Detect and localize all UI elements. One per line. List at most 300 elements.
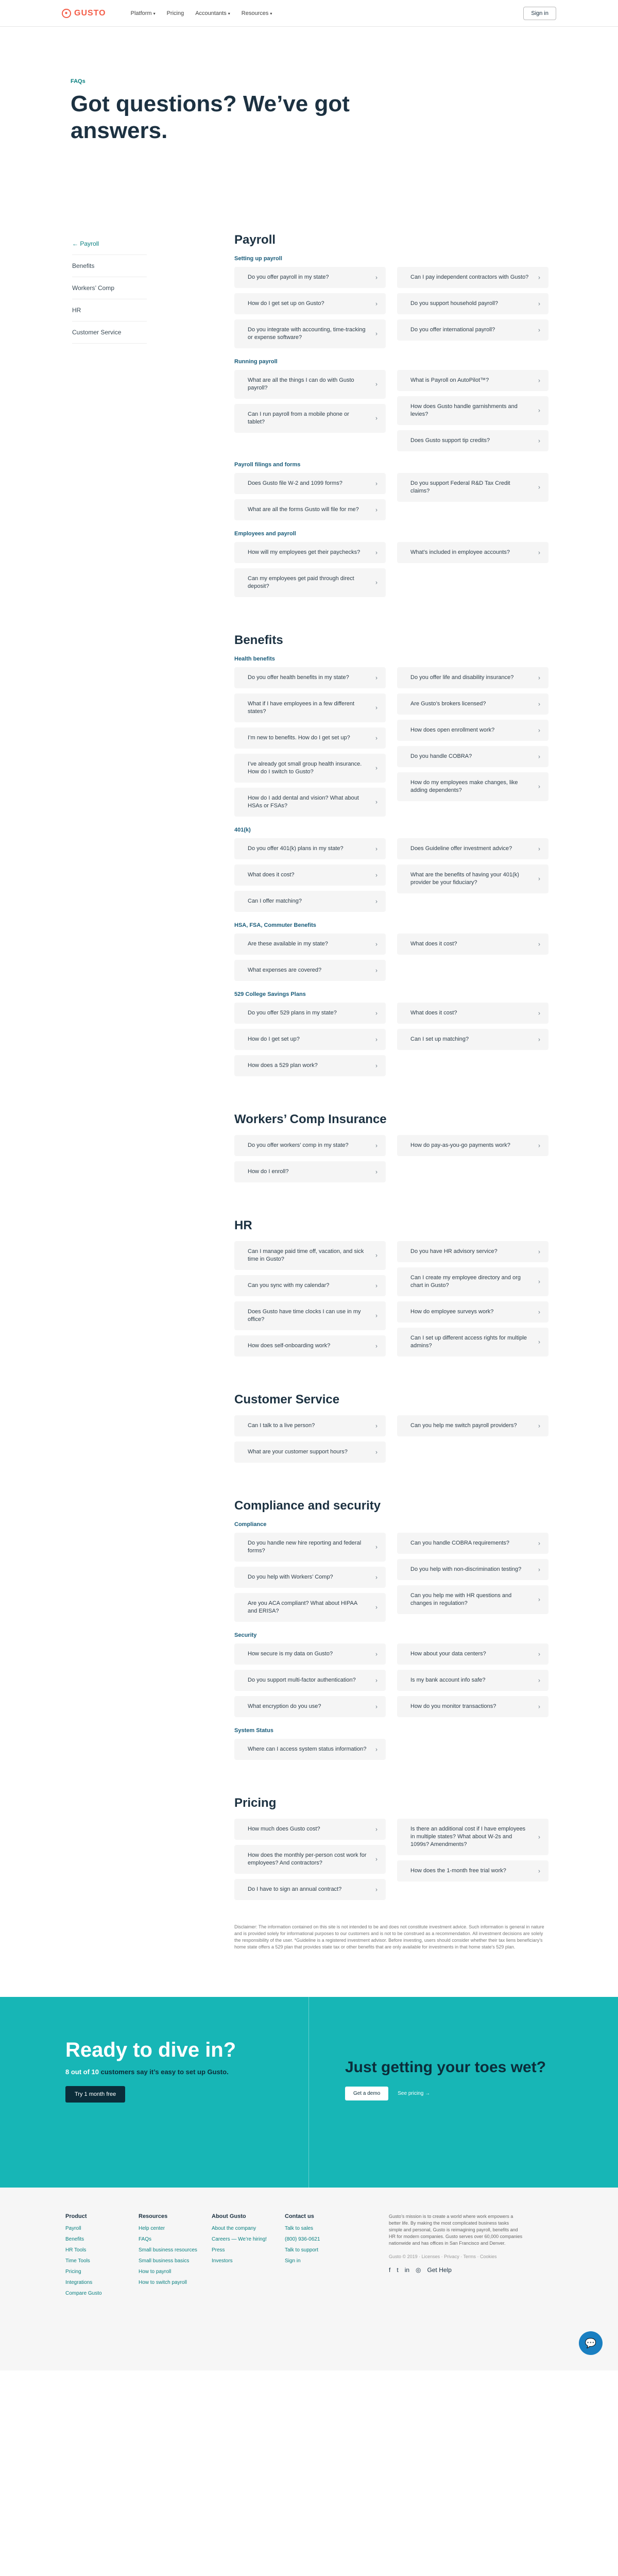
question-text: What does it cost? [410, 1010, 457, 1016]
question-grid [234, 1643, 548, 1717]
cta-left [0, 1997, 309, 2188]
cta-title: Ready to dive in? [65, 2039, 236, 2061]
question-column-left [234, 370, 386, 451]
question-text: Can I talk to a live person? [248, 1422, 315, 1429]
question-text: Does Gusto file W-2 and 1099 forms? [248, 480, 342, 486]
faq-question[interactable] [234, 1055, 386, 1076]
group-title: Running payroll [234, 359, 278, 365]
chevron-right-icon: › [538, 783, 540, 790]
faq-question[interactable] [234, 1567, 386, 1588]
question-text: Do you integrate with accounting, time-tracking or expense software? [248, 327, 366, 341]
faq-question[interactable] [397, 1559, 548, 1580]
faq-question[interactable] [397, 430, 548, 451]
faq-question[interactable] [234, 727, 386, 749]
question-text: Do you offer 401(k) plans in my state? [248, 845, 344, 852]
footer-link[interactable]: Investors [212, 2258, 233, 2264]
question-text: I’m new to benefits. How do I get set up? [248, 735, 350, 741]
footer-link[interactable]: Sign in [285, 2258, 301, 2264]
question-column-left [234, 934, 386, 981]
faq-question[interactable] [397, 667, 548, 688]
question-text: What are the benefits of having your 401(k) provider be your fiduciary? [410, 872, 519, 886]
chevron-right-icon: › [538, 326, 540, 333]
chevron-right-icon: › [538, 1009, 540, 1016]
faq-question[interactable] [234, 1819, 386, 1840]
chevron-right-icon: › [375, 1422, 377, 1429]
faq-question[interactable] [397, 838, 548, 859]
chevron-right-icon: › [375, 1603, 377, 1611]
chevron-right-icon: › [375, 1886, 377, 1893]
group-title: Compliance [234, 1521, 267, 1528]
chevron-right-icon: › [538, 274, 540, 281]
faq-question[interactable] [234, 568, 386, 597]
faq-question[interactable] [234, 293, 386, 314]
faq-question[interactable] [397, 1301, 548, 1323]
footer-link[interactable]: (800) 936-0621 [285, 2236, 320, 2242]
question-text: Does Gusto support tip credits? [410, 437, 490, 444]
chevron-right-icon: › [375, 1062, 377, 1069]
footer-col-resources [139, 2213, 212, 2370]
question-column-left [234, 1135, 386, 1182]
chevron-right-icon: › [375, 1448, 377, 1455]
chevron-right-icon: › [375, 330, 377, 337]
page-title: Got questions? We’ve got answers. [71, 91, 350, 143]
question-text: Do you have HR advisory service? [410, 1248, 497, 1255]
question-text: Can my employees get paid through direct deposit? [248, 575, 354, 589]
faq-question[interactable] [397, 1533, 548, 1554]
twitter-icon[interactable]: t [397, 2266, 399, 2274]
group-title: System Status [234, 1727, 273, 1734]
question-text: What are your customer support hours? [248, 1449, 348, 1455]
chevron-right-icon: › [375, 1676, 377, 1684]
footer-link[interactable]: FAQs [139, 2236, 152, 2242]
question-text: Can you sync with my calendar? [248, 1282, 330, 1289]
faq-question[interactable] [234, 1135, 386, 1156]
footer-mission: Gusto’s mission is to create a world where work empowers a better life. By making the most complicated business tasks simple and personal, Gusto is reimagining payroll, benefits and HR for modern companies. Gusto serves over 60,000 companies nationwide and has offices in San Francisco and Denver. [389, 2214, 523, 2246]
question-column-right [397, 1533, 548, 1622]
question-text: How do I enroll? [248, 1168, 289, 1175]
faq-question[interactable] [397, 396, 548, 425]
faq-question[interactable] [397, 370, 548, 391]
faq-question[interactable] [397, 319, 548, 341]
chevron-right-icon: › [375, 967, 377, 974]
group-title: HSA, FSA, Commuter Benefits [234, 922, 316, 928]
question-text: What is Payroll on AutoPilot™? [410, 377, 489, 383]
chevron-right-icon: › [538, 1596, 540, 1603]
question-text: Can I offer matching? [248, 898, 302, 904]
try-free-button[interactable]: Try 1 month free [65, 2086, 125, 2103]
chevron-down-icon: ▾ [270, 11, 272, 16]
question-text: Do you help with non-discrimination testing? [410, 1566, 522, 1572]
cta-right-title: Just getting your toes wet? [345, 2059, 546, 2076]
question-text: How does open enrollment work? [410, 727, 495, 733]
faq-question[interactable] [234, 267, 386, 288]
chevron-right-icon: › [538, 1422, 540, 1429]
section-title: Benefits [234, 633, 283, 647]
question-column-right [397, 1135, 548, 1182]
faq-question[interactable] [234, 1275, 386, 1296]
footer-col-title: Resources [139, 2213, 168, 2219]
footer-link[interactable]: Talk to support [285, 2247, 319, 2253]
chevron-right-icon: › [538, 1867, 540, 1874]
question-column-left [234, 1643, 386, 1717]
question-text: Do you handle new hire reporting and federal forms? [248, 1540, 362, 1554]
faq-question[interactable] [234, 1533, 386, 1562]
faq-question[interactable] [397, 772, 548, 801]
faq-section-customer-service [234, 1393, 548, 1468]
question-text: How do pay-as-you-go payments work? [410, 1142, 510, 1148]
group-title: Setting up payroll [234, 256, 282, 262]
question-text: How do you monitor transactions? [410, 1703, 496, 1709]
footer-col-title: About Gusto [212, 2213, 246, 2219]
question-text: How do I add dental and vision? What about HSAs or FSAs? [248, 795, 359, 809]
question-text: What encryption do you use? [248, 1703, 321, 1709]
question-text: Do you offer workers’ comp in my state? [248, 1142, 349, 1148]
faq-question[interactable] [397, 1267, 548, 1296]
chevron-right-icon: › [375, 1312, 377, 1319]
question-text: Do you support household payroll? [410, 300, 499, 307]
question-text: Do you offer life and disability insurance? [410, 674, 514, 681]
footer-link[interactable]: Careers — We’re hiring! [212, 2236, 267, 2242]
faq-question[interactable] [234, 1845, 386, 1874]
group-title: 401(k) [234, 827, 251, 833]
logo-icon: ● [62, 9, 71, 18]
hero-eyebrow: FAQs [71, 78, 85, 84]
question-column-left [234, 542, 386, 597]
faq-question[interactable] [234, 1879, 386, 1900]
faq-question[interactable] [234, 891, 386, 912]
faq-question[interactable] [234, 1161, 386, 1182]
chevron-right-icon: › [538, 700, 540, 707]
faq-question[interactable] [234, 542, 386, 563]
faq-question[interactable] [234, 1301, 386, 1330]
get-help-link[interactable]: Get Help [427, 2266, 452, 2274]
cta-right [309, 1997, 546, 2188]
question-column-left [234, 473, 386, 520]
chevron-right-icon: › [375, 1703, 377, 1710]
gusto-logo[interactable] [62, 9, 106, 18]
sidenav-item-workers-comp[interactable]: Workers’ Comp [72, 277, 147, 299]
faq-content [234, 217, 548, 1951]
instagram-icon[interactable]: ◎ [416, 2266, 421, 2274]
footer-col-contact-us [285, 2213, 358, 2370]
question-text: What does it cost? [248, 872, 295, 878]
question-text: Can you handle COBRA requirements? [410, 1540, 509, 1546]
footer-link[interactable]: Press [212, 2247, 225, 2253]
faq-section-workers-comp-insurance [234, 1112, 548, 1188]
faq-question[interactable] [397, 542, 548, 563]
faq-question[interactable] [397, 1670, 548, 1691]
chevron-right-icon: › [375, 1282, 377, 1289]
footer-link[interactable]: Pricing [65, 2269, 81, 2275]
chevron-right-icon: › [538, 674, 540, 681]
chevron-right-icon: › [538, 437, 540, 444]
footer-link[interactable]: Talk to sales [285, 2226, 314, 2231]
chevron-right-icon: › [538, 1833, 540, 1840]
chevron-right-icon: › [375, 1825, 377, 1833]
faq-question[interactable] [397, 934, 548, 955]
question-text: Is there an additional cost if I have employees in multiple states? What about W-2s and 1099s? Amendments? [410, 1826, 526, 1848]
question-text: Do you offer international payroll? [410, 327, 495, 333]
chevron-right-icon: › [538, 1676, 540, 1684]
question-column-right [397, 667, 548, 817]
faq-question[interactable] [397, 865, 548, 893]
question-grid [234, 370, 548, 451]
faq-question[interactable] [397, 746, 548, 767]
faq-section-hr [234, 1218, 548, 1362]
footer-link[interactable]: Benefits [65, 2236, 84, 2242]
question-text: How does a 529 plan work? [248, 1062, 318, 1069]
question-text: Can I pay independent contractors with Gusto? [410, 274, 529, 280]
question-column-right [397, 934, 548, 981]
faq-question[interactable] [397, 1585, 548, 1614]
question-text: Do you support multi-factor authentication? [248, 1677, 356, 1683]
question-text: How does the monthly per-person cost work for employees? And contractors? [248, 1852, 367, 1866]
footer-link[interactable]: Integrations [65, 2280, 93, 2285]
question-text: Do you help with Workers’ Comp? [248, 1574, 333, 1580]
faq-question[interactable] [234, 1003, 386, 1024]
question-text: Are you ACA compliant? What about HIPAA and ERISA? [248, 1600, 357, 1614]
footer-link[interactable]: HR Tools [65, 2247, 87, 2253]
footer-col-title: Product [65, 2213, 87, 2219]
chevron-right-icon: › [538, 406, 540, 414]
faq-question[interactable] [397, 293, 548, 314]
social-links [389, 2266, 523, 2274]
faq-question[interactable] [234, 1029, 386, 1050]
question-column-right [397, 1819, 548, 1900]
facebook-icon[interactable]: f [389, 2266, 391, 2274]
chevron-right-icon: › [538, 483, 540, 491]
faq-question[interactable] [234, 1670, 386, 1691]
nav-link-pricing[interactable]: Pricing [166, 10, 184, 16]
faq-question[interactable] [397, 473, 548, 502]
chat-bubble-icon[interactable]: 💬 [579, 2331, 603, 2355]
question-text: What are all the things I can do with Gusto payroll? [248, 377, 354, 391]
question-text: How about your data centers? [410, 1651, 486, 1657]
chevron-right-icon: › [375, 1009, 377, 1016]
question-text: How much does Gusto cost? [248, 1826, 320, 1832]
footer-col-about-gusto [212, 2213, 285, 2370]
faq-question[interactable] [234, 319, 386, 348]
faq-question[interactable] [234, 788, 386, 817]
faq-question[interactable] [234, 1593, 386, 1622]
question-column-left [234, 838, 386, 912]
question-grid [234, 1739, 548, 1760]
section-title: Pricing [234, 1796, 277, 1810]
footer-link[interactable]: Small business basics [139, 2258, 190, 2264]
footer-link[interactable]: About the company [212, 2226, 256, 2231]
faq-section-pricing [234, 1796, 548, 1905]
sign-in-button[interactable]: Sign in [523, 7, 556, 20]
question-text: Can I set up different access rights for multiple admins? [410, 1335, 527, 1349]
chevron-right-icon: › [375, 1168, 377, 1175]
chevron-right-icon: › [375, 549, 377, 556]
chevron-right-icon: › [538, 1650, 540, 1657]
question-grid [234, 1135, 548, 1182]
faq-question[interactable] [234, 1696, 386, 1717]
chevron-down-icon: ▾ [228, 11, 230, 16]
chevron-right-icon: › [538, 875, 540, 883]
sidenav-item-customer-service[interactable]: Customer Service [72, 321, 147, 344]
chevron-right-icon: › [375, 704, 377, 711]
faq-question[interactable] [234, 960, 386, 981]
faq-question[interactable] [234, 934, 386, 955]
group-title: Employees and payroll [234, 531, 296, 537]
footer-link[interactable]: How to switch payroll [139, 2280, 187, 2285]
question-text: Are Gusto’s brokers licensed? [410, 701, 486, 707]
nav-link-accountants[interactable]: Accountants ▾ [195, 10, 230, 16]
footer-link[interactable]: Payroll [65, 2226, 81, 2231]
chevron-right-icon: › [375, 579, 377, 586]
nav-link-resources[interactable]: Resources ▾ [241, 10, 272, 16]
chevron-right-icon: › [538, 1566, 540, 1573]
chevron-right-icon: › [538, 1036, 540, 1043]
faq-question[interactable] [397, 1241, 548, 1262]
question-text: Does Gusto have time clocks I can use in my office? [248, 1309, 361, 1323]
question-text: I’ve already got small group health insurance. How do I switch to Gusto? [248, 761, 362, 775]
footer-about [389, 2213, 523, 2370]
question-text: Can you help me switch payroll providers? [410, 1422, 517, 1429]
question-column-right [397, 1003, 548, 1076]
faq-question[interactable] [397, 720, 548, 741]
faq-question[interactable] [234, 838, 386, 859]
sidenav-item-benefits[interactable]: Benefits [72, 255, 147, 277]
faq-question[interactable] [234, 1335, 386, 1357]
sidenav-item-payroll[interactable]: ← Payroll [72, 233, 147, 255]
footer-link[interactable]: Time Tools [65, 2258, 90, 2264]
faq-question[interactable] [234, 404, 386, 433]
question-column-right [397, 1415, 548, 1463]
faq-question[interactable] [234, 1415, 386, 1436]
footer-col-product [65, 2213, 139, 2370]
chevron-right-icon: › [538, 753, 540, 760]
section-title: Payroll [234, 233, 276, 247]
question-column-left [234, 1241, 386, 1357]
faq-question[interactable] [234, 1442, 386, 1463]
linkedin-icon[interactable]: in [404, 2266, 410, 2274]
question-text: Do you handle COBRA? [410, 753, 472, 759]
chevron-right-icon: › [375, 1543, 377, 1551]
faq-question[interactable] [234, 1643, 386, 1665]
chevron-right-icon: › [375, 764, 377, 772]
faq-question[interactable] [397, 1860, 548, 1882]
faq-question[interactable] [397, 1643, 548, 1665]
site-footer [0, 2188, 618, 2370]
faq-section-compliance-and-security [234, 1499, 548, 1765]
section-title: HR [234, 1218, 252, 1232]
question-column-right [397, 1739, 548, 1760]
question-text: How secure is my data on Gusto? [248, 1651, 333, 1657]
chevron-right-icon: › [538, 1278, 540, 1285]
chevron-right-icon: › [375, 871, 377, 878]
section-title: Compliance and security [234, 1499, 381, 1513]
faq-question[interactable] [397, 1029, 548, 1050]
question-grid [234, 1533, 548, 1622]
chevron-right-icon: › [538, 1703, 540, 1710]
question-text: Are these available in my state? [248, 941, 328, 947]
chevron-right-icon: › [375, 734, 377, 741]
chevron-right-icon: › [375, 1855, 377, 1863]
question-column-right [397, 542, 548, 597]
faq-question[interactable] [234, 865, 386, 886]
hero [0, 27, 618, 217]
faq-question[interactable] [234, 667, 386, 688]
question-grid [234, 1819, 548, 1900]
nav-link-platform[interactable]: Platform ▾ [130, 10, 156, 16]
faq-question[interactable] [397, 1415, 548, 1436]
footer-columns [65, 2213, 358, 2370]
section-title: Customer Service [234, 1393, 340, 1406]
section-title: Workers’ Comp Insurance [234, 1112, 387, 1126]
get-demo-button[interactable]: Get a demo [345, 2087, 388, 2100]
faq-question[interactable] [234, 693, 386, 722]
nav-links [131, 10, 524, 16]
faq-question[interactable] [397, 1696, 548, 1717]
group-title: Security [234, 1632, 257, 1638]
question-text: What are all the forms Gusto will file for me? [248, 506, 359, 513]
question-text: How do I get set up on Gusto? [248, 300, 324, 307]
chevron-right-icon: › [375, 1142, 377, 1149]
chevron-right-icon: › [375, 300, 377, 307]
chevron-right-icon: › [538, 726, 540, 734]
question-text: Do you offer payroll in my state? [248, 274, 329, 280]
question-text: Do I have to sign an annual contract? [248, 1886, 342, 1892]
footer-link[interactable]: Compare Gusto [65, 2291, 102, 2296]
question-text: Can I create my employee directory and org chart in Gusto? [410, 1275, 521, 1289]
question-column-left [234, 1739, 386, 1760]
faq-question[interactable] [397, 693, 548, 715]
chevron-right-icon: › [375, 897, 377, 905]
sidenav-item-hr[interactable]: HR [72, 299, 147, 321]
faq-question[interactable] [397, 1135, 548, 1156]
faq-sidenav [72, 217, 162, 1951]
chevron-right-icon: › [538, 1308, 540, 1315]
question-text: Where can I access system status information? [248, 1746, 367, 1752]
faq-question[interactable] [397, 1003, 548, 1024]
faq-question[interactable] [234, 1739, 386, 1760]
faq-question[interactable] [234, 1241, 386, 1270]
chevron-right-icon: › [375, 506, 377, 513]
footer-link[interactable]: Help center [139, 2226, 165, 2231]
cta-subtitle: 8 out of 10 customers say it’s easy to set up Gusto. [65, 2068, 229, 2076]
footer-link[interactable]: How to payroll [139, 2269, 171, 2275]
chevron-right-icon: › [375, 1573, 377, 1581]
chevron-right-icon: › [538, 940, 540, 947]
question-grid [234, 934, 548, 981]
question-column-left [234, 267, 386, 348]
faq-question[interactable] [397, 267, 548, 288]
brand-name: GUSTO [74, 8, 106, 18]
faq-question[interactable] [397, 1328, 548, 1357]
faq-question[interactable] [397, 1819, 548, 1855]
faq-question[interactable] [234, 754, 386, 783]
chevron-right-icon: › [375, 414, 377, 422]
see-pricing-link[interactable]: See pricing → [398, 2091, 431, 2096]
faq-question[interactable] [234, 499, 386, 520]
faq-question[interactable] [234, 473, 386, 494]
chevron-right-icon: › [375, 274, 377, 281]
footer-link[interactable]: Small business resources [139, 2247, 197, 2253]
question-column-left [234, 1003, 386, 1076]
chevron-right-icon: › [375, 1650, 377, 1657]
chevron-right-icon: › [538, 845, 540, 852]
chevron-right-icon: › [538, 1338, 540, 1346]
cta-banner [0, 1997, 618, 2188]
chevron-right-icon: › [375, 940, 377, 947]
question-column-right [397, 1643, 548, 1717]
cta-actions [345, 2087, 546, 2100]
faq-main [0, 217, 618, 1951]
faq-question[interactable] [234, 370, 386, 399]
